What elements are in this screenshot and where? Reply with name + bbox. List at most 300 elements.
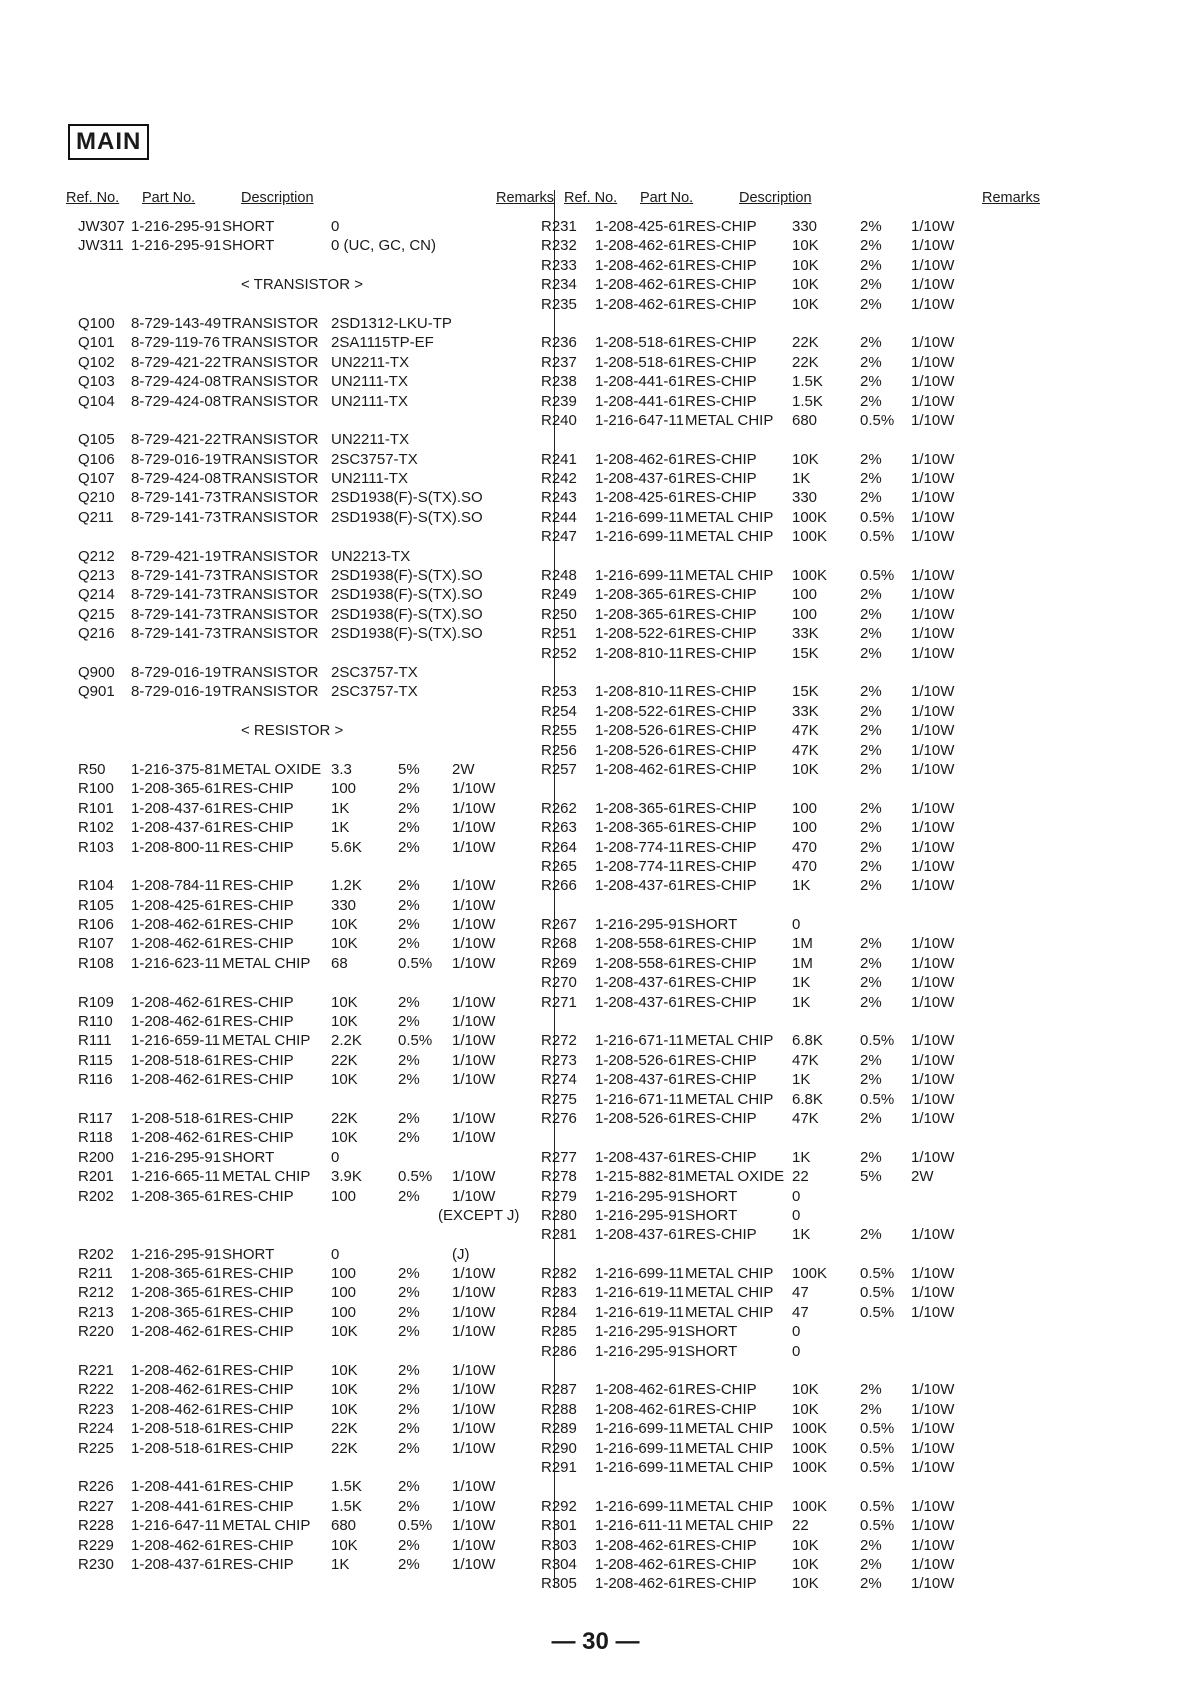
value: 330 <box>792 218 818 235</box>
value: 10K <box>331 1400 358 1418</box>
tolerance: 2% <box>398 1265 420 1283</box>
ref-no: R231 <box>541 218 577 235</box>
ref-no: R225 <box>78 1439 114 1457</box>
table-row <box>541 1206 1044 1226</box>
rating: 1/10W <box>452 838 496 856</box>
ref-no: R100 <box>78 780 114 798</box>
ref-no: R251 <box>541 625 577 643</box>
table-row <box>541 1400 1044 1420</box>
ref-no: Q212 <box>78 547 115 565</box>
value: 100K <box>792 1439 828 1457</box>
table-row <box>541 295 1044 315</box>
ref-no: R109 <box>78 993 114 1011</box>
description: TRANSISTOR <box>222 605 319 623</box>
rating: 1/10W <box>911 353 955 371</box>
rating: 1/10W <box>452 780 496 798</box>
value: 100 <box>792 586 818 604</box>
table-row <box>541 741 1044 761</box>
group-spacer <box>564 664 1044 683</box>
value: 1M <box>792 935 813 953</box>
parts-list-left <box>66 190 555 1575</box>
rating: 2W <box>911 1168 934 1186</box>
tolerance: 2% <box>860 722 882 740</box>
part-no: 1-208-518-61 <box>131 1109 222 1127</box>
tolerance: 0.5% <box>860 411 895 429</box>
value: 10K <box>792 237 819 255</box>
group-spacer <box>66 257 548 276</box>
section-heading-label: < TRANSISTOR > <box>241 276 363 294</box>
table-row <box>66 1110 548 1129</box>
table-row <box>66 897 548 916</box>
part-no: 1-208-518-61 <box>131 1420 222 1438</box>
rating: 1/10W <box>911 567 955 585</box>
tolerance: 2% <box>860 1148 882 1166</box>
rating: 1/10W <box>452 1071 496 1089</box>
tolerance: 2% <box>860 353 882 371</box>
value: 22 <box>792 1168 809 1186</box>
ref-no: R102 <box>78 819 114 837</box>
description: RES-CHIP <box>685 1071 757 1089</box>
table-row <box>541 954 1044 974</box>
rating: 1/10W <box>452 1381 496 1399</box>
description: RES-CHIP <box>222 993 294 1011</box>
value: 100 <box>792 605 818 623</box>
ref-no: R288 <box>541 1400 577 1418</box>
ref-no: R280 <box>541 1206 577 1224</box>
part-no: 1-208-784-11 <box>131 877 220 895</box>
table-row <box>541 567 1044 586</box>
ref-no: R284 <box>541 1303 577 1321</box>
rating: 1/10W <box>452 1478 496 1496</box>
part-no: 1-208-518-61 <box>131 1439 222 1457</box>
table-row <box>541 1032 1044 1051</box>
description: RES-CHIP <box>685 470 757 488</box>
table-row <box>66 1071 548 1090</box>
value: 0 <box>792 1187 801 1205</box>
part-no: 1-208-462-61 <box>131 1381 222 1399</box>
description: RES-CHIP <box>685 760 757 778</box>
table-row <box>541 1148 1044 1168</box>
value: 10K <box>792 1575 819 1593</box>
tolerance: 2% <box>860 1400 882 1418</box>
description: TRANSISTOR <box>222 508 319 526</box>
value: 1K <box>792 470 811 488</box>
description: RES-CHIP <box>685 218 757 235</box>
part-no: 8-729-424-08 <box>131 470 222 488</box>
rating: 1/10W <box>452 1536 496 1554</box>
ref-no: R108 <box>78 954 114 972</box>
table-row <box>541 1071 1044 1090</box>
table-row <box>541 935 1044 954</box>
table-row <box>66 1129 548 1148</box>
description: RES-CHIP <box>685 1575 757 1593</box>
description: RES-CHIP <box>685 838 757 856</box>
part-no: 1-216-647-11 <box>595 411 684 429</box>
tolerance: 2% <box>398 1284 420 1302</box>
value: 10K <box>331 1381 358 1399</box>
tolerance: 2% <box>398 896 420 914</box>
rating: 1/10W <box>911 644 955 662</box>
table-row <box>541 470 1044 489</box>
ref-no: R230 <box>78 1555 114 1573</box>
value: 1.5K <box>331 1497 362 1515</box>
group-spacer <box>66 858 548 877</box>
rating: 1/10W <box>911 741 955 759</box>
description: SHORT <box>685 1206 738 1224</box>
part-no: 1-216-699-11 <box>595 508 684 526</box>
tolerance: 2% <box>860 993 882 1011</box>
header-ref-no: Ref. No. <box>66 190 120 206</box>
value: 2SD1938(F)-S(TX).SO <box>331 508 483 526</box>
ref-no: R226 <box>78 1478 114 1496</box>
description: SHORT <box>222 218 275 235</box>
group-spacer <box>66 974 548 993</box>
part-no: 1-208-365-61 <box>595 819 686 837</box>
table-row <box>541 586 1044 605</box>
group-spacer <box>564 1246 1044 1265</box>
description: RES-CHIP <box>685 799 757 817</box>
description: RES-CHIP <box>685 1381 757 1399</box>
value: 15K <box>792 644 819 662</box>
table-row <box>66 431 548 450</box>
ref-no: R267 <box>541 916 577 934</box>
table-row <box>66 761 548 780</box>
table-row <box>541 644 1044 664</box>
value: 47K <box>792 1109 819 1127</box>
part-no: 8-729-141-73 <box>131 567 222 585</box>
page-number: — 30 — <box>551 1628 640 1655</box>
description: SHORT <box>685 916 738 934</box>
part-no: 1-208-462-61 <box>595 295 686 313</box>
ref-no: R286 <box>541 1342 577 1360</box>
description: RES-CHIP <box>685 644 757 662</box>
part-no: 1-216-665-11 <box>131 1168 220 1186</box>
tolerance: 2% <box>860 1226 882 1244</box>
part-no: 8-729-421-19 <box>131 547 222 565</box>
part-no: 1-208-437-61 <box>131 799 222 817</box>
value: 0 <box>792 1323 801 1341</box>
value: 2SC3757-TX <box>331 663 418 681</box>
ref-no: Q105 <box>78 431 115 449</box>
description: RES-CHIP <box>222 1400 294 1418</box>
ref-no: R212 <box>78 1284 114 1302</box>
ref-no: R228 <box>78 1517 114 1535</box>
table-row <box>541 1168 1044 1187</box>
ref-no: R268 <box>541 935 577 953</box>
tolerance: 2% <box>860 974 882 992</box>
description: METAL CHIP <box>685 1265 774 1283</box>
tolerance: 0.5% <box>398 1517 433 1535</box>
table-row <box>541 334 1044 353</box>
tolerance: 2% <box>398 819 420 837</box>
value: 33K <box>792 625 819 643</box>
ref-no: Q215 <box>78 605 115 623</box>
ref-no: R264 <box>541 838 577 856</box>
description: RES-CHIP <box>222 838 294 856</box>
value: 100K <box>792 528 828 546</box>
table-row <box>66 1498 548 1517</box>
ref-no: R50 <box>78 760 106 778</box>
column-headers <box>564 190 1044 218</box>
description: RES-CHIP <box>685 974 757 992</box>
rating: 1/10W <box>911 586 955 604</box>
ref-no: R269 <box>541 954 577 972</box>
rating: 1/10W <box>452 1555 496 1573</box>
table-row <box>66 1381 548 1400</box>
description: SHORT <box>222 1148 275 1166</box>
part-no: 1-216-647-11 <box>131 1517 220 1535</box>
value: 1K <box>331 1555 350 1573</box>
value: 100K <box>792 1497 828 1515</box>
ref-no: R233 <box>541 256 577 274</box>
tolerance: 2% <box>398 1478 420 1496</box>
part-no: 1-208-462-61 <box>595 256 686 274</box>
tolerance: 2% <box>860 256 882 274</box>
description: RES-CHIP <box>685 935 757 953</box>
description: RES-CHIP <box>685 877 757 895</box>
table-row <box>66 916 548 935</box>
rating: 1/10W <box>911 857 955 875</box>
description: RES-CHIP <box>222 1284 294 1302</box>
table-row <box>66 315 548 334</box>
ref-no: JW311 <box>78 237 124 255</box>
value: 2SD1938(F)-S(TX).SO <box>331 605 483 623</box>
description: RES-CHIP <box>685 993 757 1011</box>
part-no: 1-208-462-61 <box>131 1129 222 1147</box>
description: RES-CHIP <box>685 625 757 643</box>
value: 10K <box>792 1400 819 1418</box>
parts-list-right <box>541 190 1044 1595</box>
ref-no: R249 <box>541 586 577 604</box>
value: UN2111-TX <box>331 470 408 488</box>
description: RES-CHIP <box>222 1381 294 1399</box>
tolerance: 2% <box>398 935 420 953</box>
table-row <box>541 1497 1044 1517</box>
table-row <box>66 586 548 605</box>
group-spacer <box>564 897 1044 916</box>
ref-no: R221 <box>78 1362 114 1380</box>
description: RES-CHIP <box>685 1400 757 1418</box>
description: SHORT <box>222 1245 275 1263</box>
table-row <box>66 1556 548 1575</box>
part-no: 1-208-462-61 <box>131 1013 222 1031</box>
part-no: 8-729-141-73 <box>131 489 222 507</box>
description: METAL CHIP <box>685 1497 774 1515</box>
value: 2SC3757-TX <box>331 450 418 468</box>
table-row <box>541 877 1044 896</box>
rating: 1/10W <box>911 256 955 274</box>
description: RES-CHIP <box>685 954 757 972</box>
table-row <box>66 393 548 412</box>
part-no: 8-729-141-73 <box>131 605 222 623</box>
ref-no: Q900 <box>78 663 115 681</box>
description: RES-CHIP <box>222 1362 294 1380</box>
value: 1K <box>792 1226 811 1244</box>
part-no: 1-208-522-61 <box>595 625 686 643</box>
part-no: 1-208-365-61 <box>595 799 686 817</box>
part-no: 1-208-365-61 <box>131 1303 222 1321</box>
part-no: 1-216-295-91 <box>595 916 686 934</box>
part-no: 1-208-437-61 <box>595 877 686 895</box>
part-no: 1-208-462-61 <box>595 1555 686 1573</box>
value: 0 <box>331 218 340 235</box>
tolerance: 2% <box>860 838 882 856</box>
ref-no: R270 <box>541 974 577 992</box>
tolerance: 2% <box>860 760 882 778</box>
rating: 1/10W <box>911 411 955 429</box>
description: METAL CHIP <box>685 1517 774 1535</box>
description: METAL CHIP <box>685 1284 774 1302</box>
description: RES-CHIP <box>222 1071 294 1089</box>
part-no: 1-208-462-61 <box>131 1536 222 1554</box>
description: METAL CHIP <box>685 528 774 546</box>
tolerance: 0.5% <box>860 1032 895 1050</box>
part-no: 1-208-365-61 <box>131 780 222 798</box>
ref-no: R213 <box>78 1303 114 1321</box>
part-no: 1-216-623-11 <box>131 954 220 972</box>
description: TRANSISTOR <box>222 314 319 332</box>
value: 1K <box>792 877 811 895</box>
ref-no: R200 <box>78 1148 114 1166</box>
table-row <box>541 1575 1044 1594</box>
description: METAL CHIP <box>222 1517 311 1535</box>
value: 2SD1312-LKU-TP <box>331 314 452 332</box>
table-row <box>66 1188 548 1207</box>
tolerance: 2% <box>398 1400 420 1418</box>
tolerance: 0.5% <box>860 1497 895 1515</box>
table-row <box>66 1168 548 1187</box>
rating: 1/10W <box>911 1284 955 1302</box>
ref-no: R227 <box>78 1497 114 1515</box>
part-no: 1-208-462-61 <box>595 450 686 468</box>
tolerance: 2% <box>860 1536 882 1554</box>
table-row <box>541 1187 1044 1207</box>
group-spacer <box>564 1362 1044 1381</box>
value: 2SD1938(F)-S(TX).SO <box>331 586 483 604</box>
part-no: 1-208-462-61 <box>595 1381 686 1399</box>
ref-no: R292 <box>541 1497 577 1515</box>
part-no: 1-208-425-61 <box>131 896 222 914</box>
table-row <box>541 799 1044 819</box>
description: RES-CHIP <box>685 373 757 391</box>
description: TRANSISTOR <box>222 431 319 449</box>
value: 680 <box>792 411 818 429</box>
group-spacer <box>564 431 1044 450</box>
description: METAL CHIP <box>685 508 774 526</box>
description: TRANSISTOR <box>222 470 319 488</box>
description: METAL OXIDE <box>685 1168 785 1186</box>
tolerance: 2% <box>860 237 882 255</box>
description: RES-CHIP <box>222 877 294 895</box>
description: RES-CHIP <box>222 1109 294 1127</box>
description: RES-CHIP <box>222 1478 294 1496</box>
ref-no: R236 <box>541 334 577 352</box>
group-spacer <box>66 1091 548 1110</box>
group-spacer <box>66 1226 548 1245</box>
ref-no: R232 <box>541 237 577 255</box>
part-no: 1-208-462-61 <box>131 1071 222 1089</box>
ref-no: R103 <box>78 838 114 856</box>
tolerance: 2% <box>398 1013 420 1031</box>
part-no: 8-729-424-08 <box>131 392 222 410</box>
table-row <box>66 839 548 858</box>
tolerance: 2% <box>860 450 882 468</box>
description: TRANSISTOR <box>222 334 319 352</box>
ref-no: R253 <box>541 683 577 701</box>
value: 10K <box>792 1536 819 1554</box>
value: 47K <box>792 722 819 740</box>
table-row <box>541 993 1044 1013</box>
ref-no: R263 <box>541 819 577 837</box>
header-part-no: Part No. <box>640 190 694 206</box>
tolerance: 2% <box>860 218 882 235</box>
description: TRANSISTOR <box>222 450 319 468</box>
description: RES-CHIP <box>222 1303 294 1321</box>
rating: 1/10W <box>452 935 496 953</box>
group-spacer <box>66 296 548 315</box>
part-no: 8-729-016-19 <box>131 450 222 468</box>
table-row <box>66 780 548 799</box>
ref-no: JW307 <box>78 218 125 235</box>
ref-no: R115 <box>78 1051 113 1069</box>
part-no: 1-216-699-11 <box>595 1459 684 1476</box>
value: 1.5K <box>792 392 823 410</box>
tolerance: 2% <box>860 373 882 391</box>
header-part-no: Part No. <box>142 190 196 206</box>
rating: 1/10W <box>911 528 955 546</box>
table-row <box>541 450 1044 470</box>
ref-no: Q214 <box>78 586 115 604</box>
part-no: 1-208-425-61 <box>595 218 686 235</box>
ref-no: Q213 <box>78 567 115 585</box>
description: RES-CHIP <box>685 450 757 468</box>
rating: 1/10W <box>452 1013 496 1031</box>
value: 1.5K <box>331 1478 362 1496</box>
description: RES-CHIP <box>685 1109 757 1127</box>
part-no: 1-208-462-61 <box>595 760 686 778</box>
tolerance: 0.5% <box>860 1303 895 1321</box>
part-no: 1-208-365-61 <box>131 1265 222 1283</box>
rating: 1/10W <box>911 760 955 778</box>
description: RES-CHIP <box>685 586 757 604</box>
rating: 1/10W <box>452 1187 496 1205</box>
rating: 1/10W <box>452 877 496 895</box>
table-row <box>541 1439 1044 1459</box>
description: TRANSISTOR <box>222 625 319 643</box>
ref-no: R279 <box>541 1187 577 1205</box>
part-no: 1-208-462-61 <box>595 1400 686 1418</box>
description: RES-CHIP <box>222 1323 294 1341</box>
description: RES-CHIP <box>222 1555 294 1573</box>
rating: 1/10W <box>911 819 955 837</box>
group-spacer <box>564 315 1044 334</box>
part-no: 1-208-522-61 <box>595 702 686 720</box>
part-no: 1-216-619-11 <box>595 1303 684 1321</box>
rating: 1/10W <box>911 1265 955 1283</box>
part-no: 1-216-295-91 <box>595 1323 686 1341</box>
rating: 1/10W <box>452 1109 496 1127</box>
tolerance: 2% <box>860 1381 882 1399</box>
rating: 1/10W <box>452 1051 496 1069</box>
ref-no: R255 <box>541 722 577 740</box>
part-no: 1-216-699-11 <box>595 1439 684 1457</box>
rating: 1/10W <box>452 916 496 934</box>
part-no: 1-208-425-61 <box>595 489 686 507</box>
table-row <box>66 354 548 373</box>
table-row <box>66 955 548 974</box>
description: SHORT <box>685 1342 738 1360</box>
ref-no: R304 <box>541 1555 577 1573</box>
